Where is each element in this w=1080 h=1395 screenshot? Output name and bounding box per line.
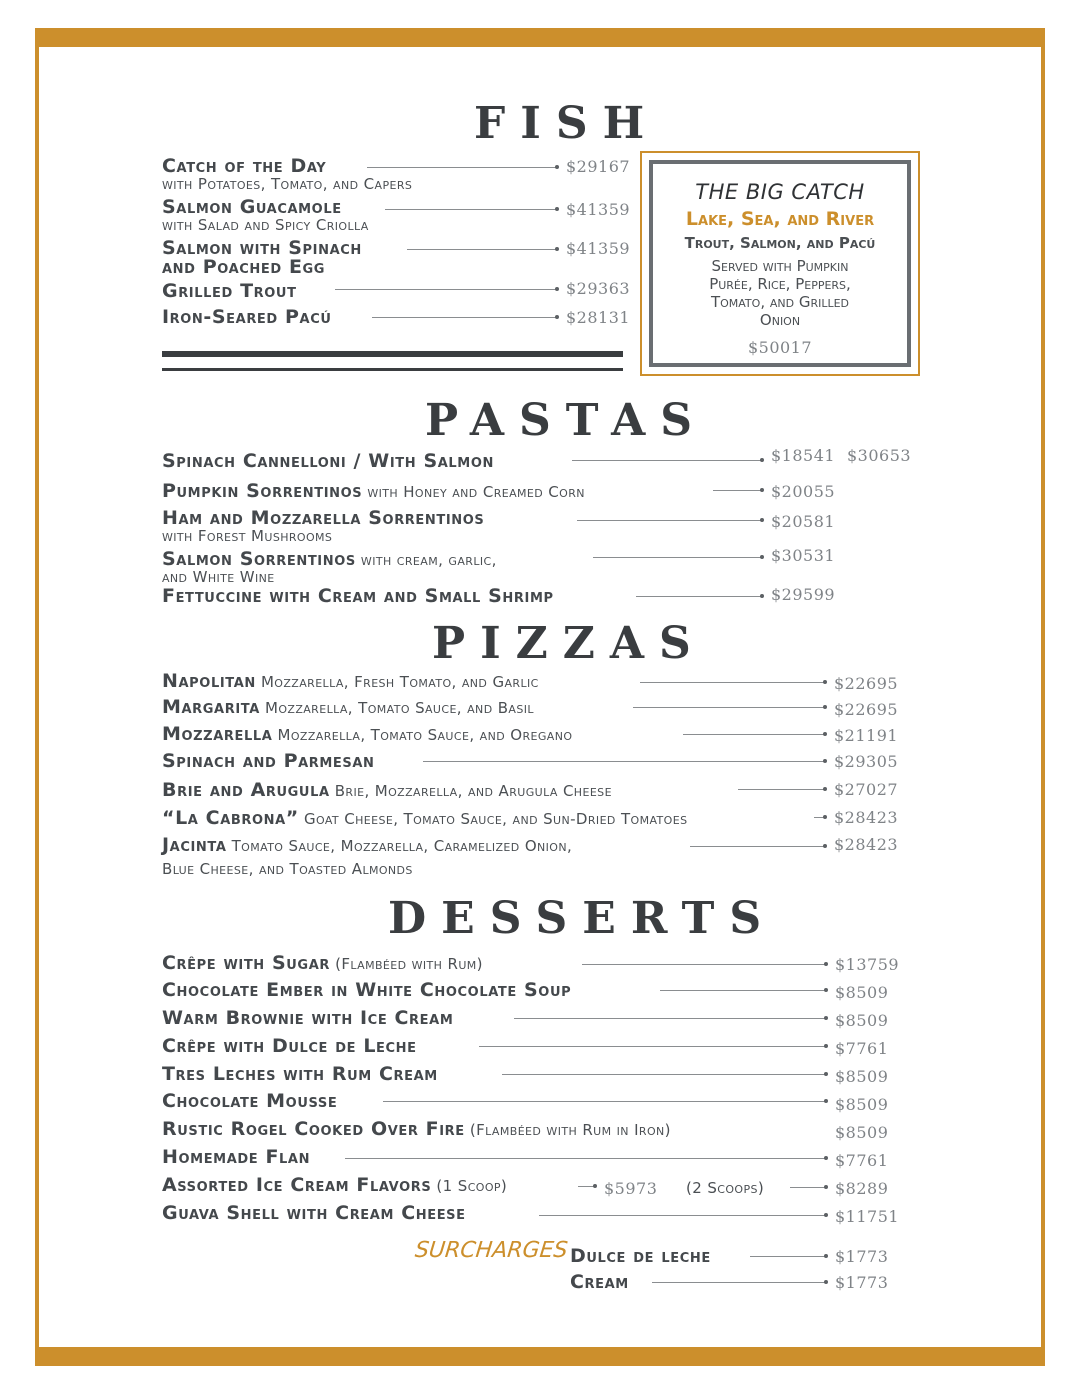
price-leader [372, 317, 557, 318]
price-leader [385, 209, 557, 210]
item-description: with Forest Mushrooms [162, 527, 333, 545]
price-leader [690, 846, 825, 847]
item-price: $20055 [771, 482, 836, 501]
big-catch-inner [649, 160, 911, 367]
item-price: $8509 [835, 1067, 889, 1086]
menu-item: Mozzarella Mozzarella, Tomato Sauce, and Oregano [162, 723, 573, 745]
item-price: $29167 [566, 157, 631, 176]
section-title-fish: FISH [474, 98, 660, 149]
item-description: with Potatoes, Tomato, and Capers [162, 175, 413, 193]
item-price: $18541 [771, 446, 836, 465]
menu-item: Salmon Guacamole [162, 196, 342, 218]
item-price: $5973 [604, 1179, 658, 1198]
price-leader [335, 289, 557, 290]
section-divider-thick [162, 351, 623, 357]
item-price: $8509 [835, 1123, 889, 1142]
section-title-pastas: PASTAS [425, 395, 708, 446]
price-leader [572, 460, 762, 461]
item-price: $28131 [566, 308, 631, 327]
big-catch-fish-list: Trout, Salmon, and Pacú [684, 234, 876, 252]
menu-item: Catch of the Day [162, 155, 327, 177]
price-leader [713, 490, 762, 491]
item-price: $1773 [835, 1247, 889, 1266]
item-price: $21191 [834, 726, 899, 745]
price-leader [640, 682, 825, 683]
menu-item: Assorted Ice Cream Flavors (1 Scoop) [162, 1174, 508, 1196]
menu-item: Tres Leches with Rum Cream [162, 1063, 438, 1085]
item-price: $29363 [566, 279, 631, 298]
price-leader [577, 520, 762, 521]
item-price: $20581 [771, 512, 836, 531]
price-leader [514, 1018, 826, 1019]
menu-item-line2: and Poached Egg [162, 256, 326, 278]
menu-item: Pumpkin Sorrentinos with Honey and Creamed Corn [162, 480, 585, 502]
menu-item: Salmon Sorrentinos with cream, garlic, [162, 548, 497, 570]
big-catch-served-line: Tomato, and Grilled [710, 293, 850, 311]
big-catch-served-line: Purée, Rice, Peppers, [709, 275, 851, 293]
item-price: $28423 [834, 808, 899, 827]
item-price: $30531 [771, 546, 836, 565]
price-leader [593, 557, 762, 558]
big-catch-subtitle: Lake, Sea, and River [685, 208, 875, 230]
price-leader [750, 1256, 826, 1257]
big-catch-title: THE BIG CATCH [695, 180, 865, 204]
menu-item: Guava Shell with Cream Cheese [162, 1202, 466, 1224]
menu-item: Spinach Cannelloni / With Salmon [162, 450, 494, 472]
menu-item: Crêpe with Dulce de Leche [162, 1035, 417, 1057]
menu-item: Chocolate Mousse [162, 1090, 338, 1112]
price-leader [633, 707, 825, 708]
item-description: with Salad and Spicy Criolla [162, 216, 369, 234]
menu-item: Iron-Seared Pacú [162, 306, 332, 328]
item-description-alt: (2 Scoops) [686, 1179, 765, 1197]
item-price: $11751 [835, 1207, 900, 1226]
price-leader [660, 990, 826, 991]
item-price: $27027 [834, 780, 899, 799]
menu-item: Chocolate Ember in White Chocolate Soup [162, 979, 572, 1001]
menu-item: Homemade Flan [162, 1146, 311, 1168]
price-leader [407, 249, 557, 250]
item-description: Blue Cheese, and Toasted Almonds [162, 860, 413, 878]
menu-item: Jacinta Tomato Sauce, Mozzarella, Caramelized Onion, [162, 834, 573, 856]
price-leader [539, 1215, 826, 1216]
item-price: $8509 [835, 983, 889, 1002]
big-catch-served-line: Served with Pumpkin [711, 257, 849, 275]
price-leader [636, 596, 762, 597]
price-leader [582, 964, 826, 965]
price-leader [367, 167, 557, 168]
item-price: $8509 [835, 1011, 889, 1030]
item-price: $22695 [834, 674, 899, 693]
surcharge-item: Cream [570, 1271, 629, 1293]
big-catch-box [640, 151, 920, 376]
menu-item: Crêpe with Sugar (Flambéed with Rum) [162, 952, 483, 974]
surcharge-item: Dulce de leche [570, 1245, 711, 1267]
menu-item: Grilled Trout [162, 280, 297, 302]
item-price: $28423 [834, 835, 899, 854]
section-title-desserts: DESSERTS [388, 893, 777, 944]
menu-item: Napolitan Mozzarella, Fresh Tomato, and Garlic [162, 670, 539, 692]
item-price-alt: $8289 [835, 1179, 889, 1198]
price-leader [814, 817, 825, 818]
price-leader [790, 1187, 826, 1188]
section-title-pizzas: PIZZAS [432, 618, 706, 669]
item-price: $29305 [834, 752, 899, 771]
item-price: $41359 [566, 200, 631, 219]
menu-item: Ham and Mozzarella Sorrentinos [162, 507, 485, 529]
price-leader [683, 734, 825, 735]
item-price: $7761 [835, 1151, 889, 1170]
item-price: $8509 [835, 1095, 889, 1114]
item-price: $13759 [835, 955, 900, 974]
item-price: $7761 [835, 1039, 889, 1058]
menu-item: “La Cabrona” Goat Cheese, Tomato Sauce, and Sun-Dried Tomatoes [162, 807, 688, 829]
price-leader [502, 1074, 826, 1075]
menu-item: Spinach and Parmesan [162, 750, 375, 772]
price-leader [345, 1158, 826, 1159]
menu-item: Warm Brownie with Ice Cream [162, 1007, 454, 1029]
menu-item: Rustic Rogel Cooked Over Fire (Flambéed with Rum in Iron) [162, 1118, 671, 1140]
price-leader [423, 761, 825, 762]
price-leader [738, 789, 825, 790]
menu-item: Fettuccine with Cream and Small Shrimp [162, 585, 554, 607]
item-price: $22695 [834, 700, 899, 719]
price-leader [652, 1282, 826, 1283]
item-price: $41359 [566, 239, 631, 258]
item-price-alt: $30653 [847, 446, 912, 465]
section-divider-thin [162, 368, 623, 371]
big-catch-price: $50017 [747, 338, 813, 357]
price-leader [479, 1046, 826, 1047]
price-leader [578, 1186, 595, 1187]
item-price: $29599 [771, 585, 836, 604]
big-catch-served-line: Onion [759, 311, 801, 329]
price-leader [383, 1101, 826, 1102]
menu-item: Margarita Mozzarella, Tomato Sauce, and Basil [162, 696, 534, 718]
surcharges-title: SURCHARGES [413, 1238, 569, 1263]
item-description: and White Wine [162, 568, 275, 586]
item-price: $1773 [835, 1273, 889, 1292]
menu-item: Salmon with Spinach [162, 237, 362, 259]
menu-item: Brie and Arugula Brie, Mozzarella, and Arugula Cheese [162, 779, 612, 801]
